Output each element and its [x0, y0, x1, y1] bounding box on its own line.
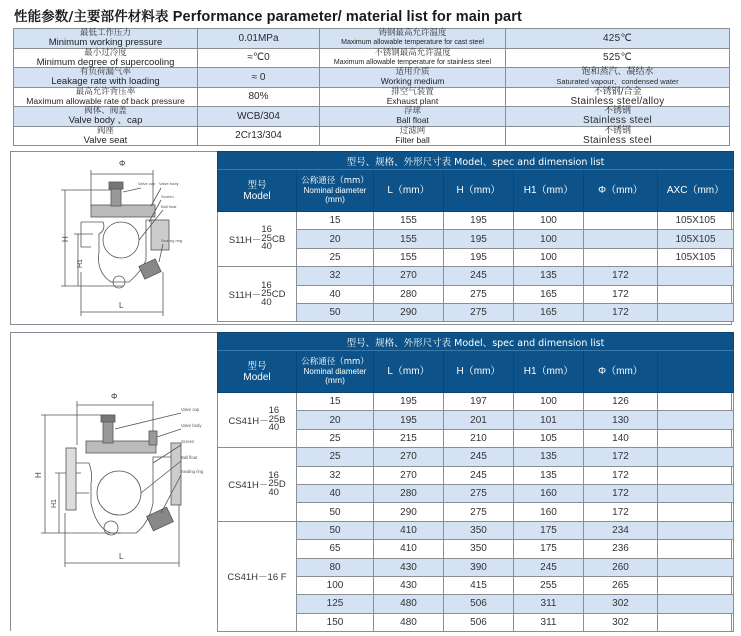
cell-axc — [658, 267, 734, 285]
cell-h: 197 — [444, 393, 514, 411]
cell-empty — [658, 429, 734, 447]
cell-dn: 15 — [297, 393, 374, 411]
model-cell: CS41H－16 F — [218, 521, 297, 631]
col-header-axc: AXC（mm） — [658, 170, 734, 212]
param-value: 80% — [198, 87, 320, 107]
cell-l: 430 — [374, 576, 444, 594]
cell-h: 275 — [444, 285, 514, 303]
col-header-phi: Φ（mm） — [584, 170, 658, 212]
param-value: 不锈钢/合金 Stainless steel/alloy — [506, 87, 730, 107]
svg-text:Sealing ring: Sealing ring — [161, 238, 183, 243]
table-row — [218, 393, 734, 411]
cell-axc — [658, 285, 734, 303]
param-label: 过滤网 Filter ball — [320, 126, 506, 146]
table-row — [14, 107, 730, 127]
model-cell: S11H－ 16 25 40 CB — [218, 212, 297, 267]
cell-dn: 150 — [297, 613, 374, 631]
model-cell: CS41H－ 16 25 40 B — [218, 393, 297, 448]
param-label: 最小过冷度 Minimum degree of supercooling — [14, 48, 198, 68]
cell-l: 280 — [374, 285, 444, 303]
cell-h: 245 — [444, 267, 514, 285]
param-label: 阀座 Valve seat — [14, 126, 198, 146]
cell-phi — [584, 212, 658, 230]
param-label: 不锈钢最高允许温度 Maximum allowable temperature for stainless steel — [320, 48, 506, 68]
cell-dn: 100 — [297, 576, 374, 594]
param-label: 排空气装置 Exhaust plant — [320, 87, 506, 107]
cell-h: 275 — [444, 303, 514, 321]
cell-phi: 234 — [584, 521, 658, 539]
cell-empty — [658, 448, 734, 466]
cell-phi: 172 — [584, 466, 658, 484]
cell-axc: 105X105 — [658, 230, 734, 248]
cell-empty — [658, 595, 734, 613]
cell-dn: 50 — [297, 303, 374, 321]
svg-text:Valve cap: Valve cap — [138, 181, 156, 186]
cell-h1: 100 — [514, 230, 584, 248]
cell-phi: 172 — [584, 267, 658, 285]
performance-table — [13, 28, 730, 146]
param-value: 2Cr13/304 — [198, 126, 320, 146]
param-value: 525℃ — [506, 48, 730, 68]
cell-h: 350 — [444, 521, 514, 539]
cell-l: 290 — [374, 303, 444, 321]
cell-empty — [658, 484, 734, 502]
cell-h: 506 — [444, 595, 514, 613]
section-cs41h — [10, 332, 732, 631]
cell-l: 480 — [374, 613, 444, 631]
cell-phi: 126 — [584, 393, 658, 411]
cell-axc: 105X105 — [658, 212, 734, 230]
param-value: ≈℃0 — [198, 48, 320, 68]
col-header-h: H（mm） — [444, 351, 514, 393]
cell-h: 390 — [444, 558, 514, 576]
cell-phi — [584, 248, 658, 266]
param-label: 最高允许背压率 Maximum allowable rate of back pressure — [14, 87, 198, 107]
cell-dn: 20 — [297, 230, 374, 248]
cell-h1: 160 — [514, 503, 584, 521]
page-title — [14, 5, 522, 25]
svg-text:Valve body: Valve body — [181, 423, 202, 428]
cell-h: 350 — [444, 540, 514, 558]
col-header-phi: Φ（mm） — [584, 351, 658, 393]
table-caption: 型号、规格、外形尺寸表 Model、spec and dimension list — [218, 152, 734, 170]
col-header-l: L（mm） — [374, 351, 444, 393]
cell-h: 201 — [444, 411, 514, 429]
cell-dn: 25 — [297, 429, 374, 447]
cell-phi: 236 — [584, 540, 658, 558]
cell-dn: 125 — [297, 595, 374, 613]
cell-l: 280 — [374, 484, 444, 502]
cell-l: 195 — [374, 393, 444, 411]
cell-h1: 175 — [514, 540, 584, 558]
cell-l: 155 — [374, 248, 444, 266]
cell-dn: 65 — [297, 540, 374, 558]
cell-empty — [658, 503, 734, 521]
cell-l: 155 — [374, 212, 444, 230]
col-header-nominal-diameter: 公称通径（mm） Nominal diameter (mm) — [297, 170, 374, 212]
cell-phi: 302 — [584, 595, 658, 613]
cell-l: 195 — [374, 411, 444, 429]
svg-text:Φ: Φ — [119, 159, 126, 168]
param-value: WCB/304 — [198, 107, 320, 127]
cell-empty — [658, 521, 734, 539]
param-label: 浮球 Ball float — [320, 107, 506, 127]
svg-text:Screen: Screen — [181, 439, 195, 444]
cell-l: 270 — [374, 448, 444, 466]
cell-dn: 50 — [297, 521, 374, 539]
table-row — [218, 212, 734, 230]
cell-phi: 172 — [584, 503, 658, 521]
page-title-en: Performance parameter/ material list for main part — [172, 9, 522, 25]
cell-axc: 105X105 — [658, 248, 734, 266]
cell-empty — [658, 613, 734, 631]
cell-h: 195 — [444, 230, 514, 248]
section-s11h — [10, 151, 732, 325]
cell-dn: 15 — [297, 212, 374, 230]
cell-h1: 311 — [514, 613, 584, 631]
param-label: 铸钢最高允许温度 Maximum allowable temperature for cast steel — [320, 29, 506, 49]
cell-h1: 311 — [514, 595, 584, 613]
svg-text:Φ: Φ — [111, 392, 118, 401]
cell-h1: 100 — [514, 393, 584, 411]
svg-text:L: L — [119, 301, 124, 310]
model-cell: CS41H－ 16 25 40 D — [218, 448, 297, 522]
table-row — [218, 521, 734, 539]
cell-l: 270 — [374, 267, 444, 285]
cell-h: 506 — [444, 613, 514, 631]
cell-dn: 40 — [297, 484, 374, 502]
cell-l: 215 — [374, 429, 444, 447]
table-row — [14, 87, 730, 107]
dimension-table-s11h — [217, 151, 734, 322]
param-value: 425℃ — [506, 29, 730, 49]
cell-axc — [658, 303, 734, 321]
cell-l: 155 — [374, 230, 444, 248]
cell-phi: 302 — [584, 613, 658, 631]
cell-h1: 105 — [514, 429, 584, 447]
col-header-model: 型号 Model — [218, 351, 297, 393]
cell-h1: 175 — [514, 521, 584, 539]
cell-empty — [658, 540, 734, 558]
col-header-l: L（mm） — [374, 170, 444, 212]
cell-h1: 135 — [514, 448, 584, 466]
table-row — [14, 48, 730, 68]
cell-phi: 172 — [584, 285, 658, 303]
cell-l: 270 — [374, 466, 444, 484]
svg-text:H: H — [61, 236, 70, 242]
param-value: 不锈钢 Stainless steel — [506, 107, 730, 127]
cell-dn: 20 — [297, 411, 374, 429]
table-row — [218, 448, 734, 466]
cell-dn: 32 — [297, 466, 374, 484]
cell-phi — [584, 230, 658, 248]
cell-dn: 80 — [297, 558, 374, 576]
svg-text:L: L — [119, 552, 124, 561]
cell-dn: 25 — [297, 448, 374, 466]
valve-diagram-cs41h — [11, 333, 217, 631]
col-header-model: 型号 Model — [218, 170, 297, 212]
svg-text:Ball float: Ball float — [161, 204, 177, 209]
cell-h1: 245 — [514, 558, 584, 576]
valve-drawing-icon — [11, 333, 217, 631]
cell-dn: 25 — [297, 248, 374, 266]
col-header-h1: H1（mm） — [514, 170, 584, 212]
cell-h: 210 — [444, 429, 514, 447]
param-value: 饱和蒸汽、凝结水 Saturated vapour、condensed water — [506, 68, 730, 88]
cell-phi: 260 — [584, 558, 658, 576]
param-value: 不锈钢 Stainless steel — [506, 126, 730, 146]
svg-text:H1: H1 — [77, 259, 84, 268]
cell-h: 195 — [444, 248, 514, 266]
valve-drawing-icon — [11, 152, 217, 324]
svg-text:Valve body: Valve body — [159, 181, 179, 186]
param-label: 最低工作压力 Minimum working pressure — [14, 29, 198, 49]
cell-phi: 265 — [584, 576, 658, 594]
svg-text:Screen: Screen — [161, 194, 174, 199]
cell-l: 480 — [374, 595, 444, 613]
cell-h1: 135 — [514, 466, 584, 484]
cell-empty — [658, 466, 734, 484]
valve-diagram-s11h — [11, 152, 217, 324]
cell-l: 410 — [374, 521, 444, 539]
cell-h: 275 — [444, 484, 514, 502]
cell-empty — [658, 576, 734, 594]
param-label: 适用介质 Working medium — [320, 68, 506, 88]
table-row — [218, 267, 734, 285]
col-header-h: H（mm） — [444, 170, 514, 212]
model-cell: S11H－ 16 25 40 CD — [218, 267, 297, 322]
cell-h1: 165 — [514, 303, 584, 321]
cell-h: 415 — [444, 576, 514, 594]
col-header-h1: H1（mm） — [514, 351, 584, 393]
cell-h: 245 — [444, 466, 514, 484]
table-row — [14, 29, 730, 49]
cell-l: 430 — [374, 558, 444, 576]
table-caption: 型号、规格、外形尺寸表 Model、spec and dimension list — [218, 333, 734, 351]
cell-h: 245 — [444, 448, 514, 466]
cell-h: 195 — [444, 212, 514, 230]
col-header-nominal-diameter: 公称通径（mm） Nominal diameter (mm) — [297, 351, 374, 393]
cell-h1: 101 — [514, 411, 584, 429]
cell-dn: 40 — [297, 285, 374, 303]
param-label: 有负荷漏气率 Leakage rate with loading — [14, 68, 198, 88]
param-label: 阀体、阀盖 Valve body 、cap — [14, 107, 198, 127]
cell-phi: 172 — [584, 303, 658, 321]
cell-h: 275 — [444, 503, 514, 521]
svg-text:Ball float: Ball float — [181, 455, 198, 460]
cell-h1: 255 — [514, 576, 584, 594]
svg-text:Valve cap: Valve cap — [181, 407, 200, 412]
cell-empty — [658, 558, 734, 576]
col-header-empty — [658, 351, 734, 393]
param-value: 0.01MPa — [198, 29, 320, 49]
cell-h1: 160 — [514, 484, 584, 502]
svg-text:H1: H1 — [51, 499, 58, 508]
svg-text:H: H — [34, 472, 43, 478]
svg-text:Sealing ring: Sealing ring — [181, 469, 204, 474]
cell-l: 410 — [374, 540, 444, 558]
cell-h1: 165 — [514, 285, 584, 303]
cell-phi: 140 — [584, 429, 658, 447]
cell-phi: 172 — [584, 484, 658, 502]
cell-dn: 50 — [297, 503, 374, 521]
table-row — [14, 126, 730, 146]
cell-h1: 135 — [514, 267, 584, 285]
table-row — [14, 68, 730, 88]
cell-dn: 32 — [297, 267, 374, 285]
dimension-table-cs41h — [217, 332, 734, 632]
page-title-cn: 性能参数/主要部件材料表 — [14, 9, 169, 25]
param-value: ≈ 0 — [198, 68, 320, 88]
cell-h1: 100 — [514, 212, 584, 230]
cell-h1: 100 — [514, 248, 584, 266]
cell-empty — [658, 393, 734, 411]
cell-empty — [658, 411, 734, 429]
cell-phi: 130 — [584, 411, 658, 429]
cell-l: 290 — [374, 503, 444, 521]
cell-phi: 172 — [584, 448, 658, 466]
